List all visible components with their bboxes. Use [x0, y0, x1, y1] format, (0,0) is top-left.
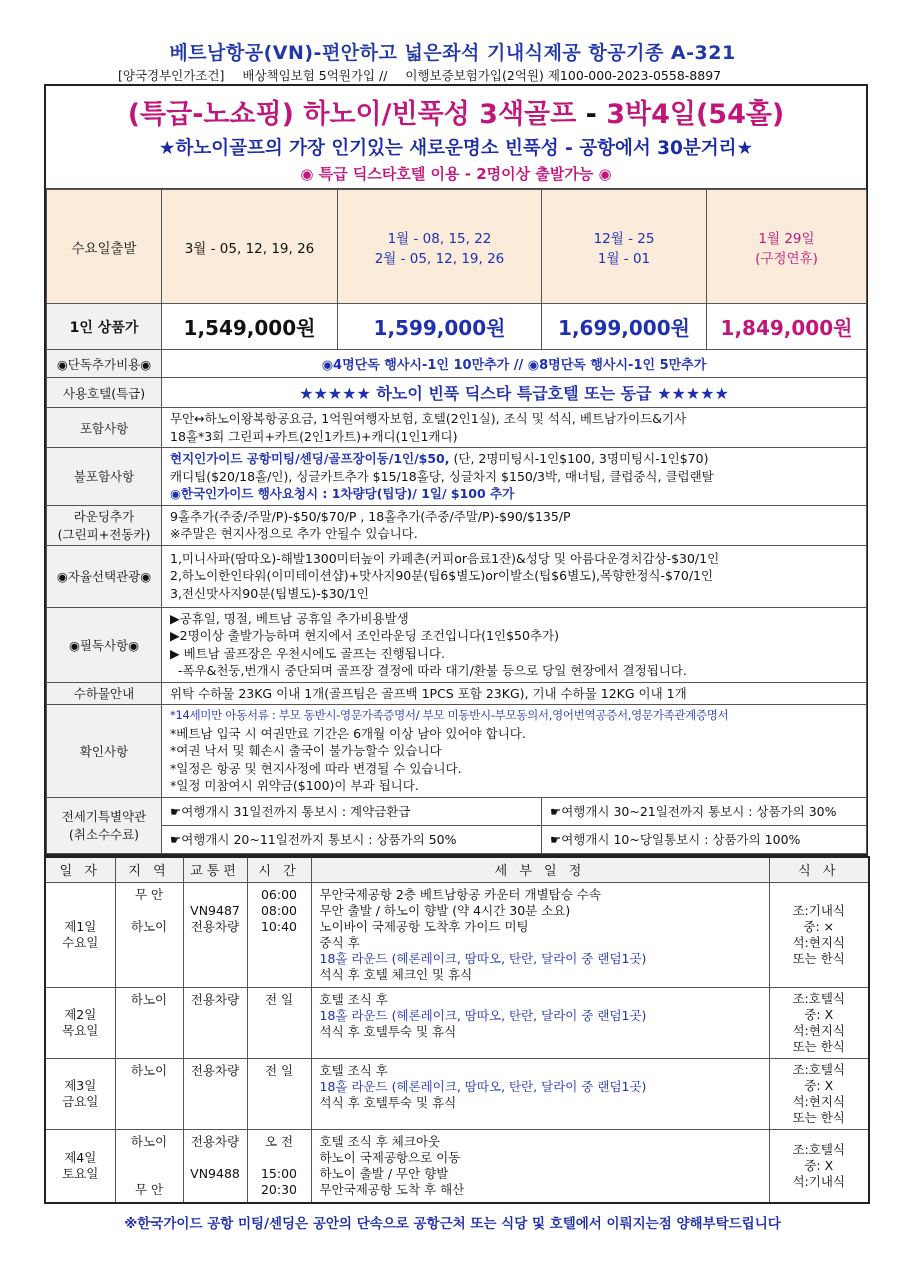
round-add-text: 9홀추가(주중/주말/P)-$50/$70/P , 18홀추가(주중/주말/P)-$90/$135/P ※주말은 현지사정으로 추가 안될수 있습니다. [162, 505, 867, 545]
footer-note: ※한국가이드 공항 미팅/센딩은 공안의 단속으로 공항근처 또는 식당 및 호텔에서 이뤄지는점 양해부탁드립니다 [124, 1216, 781, 1232]
header-meal: 식 사 [769, 857, 869, 882]
notice-label: ◉필독사항◉ [47, 607, 162, 682]
detail-cell: 무안국제공항 2층 베트남항공 카운터 개별탑승 수속 무안 출발 / 하노이 향발 (약 4시간 30분 소요) 노이바이 국제공항 도착후 가이드 미팅 중식 후 18홀 라운드 (헤론레이크, 땀따오, 탄란, 달라이 중 랜덤1곳) 석식 후 호텔 체크인 및 휴식 [311, 882, 769, 987]
time-cell: 전 일 [247, 1058, 311, 1129]
product-note: ◉ 특급 딕스타호텔 이용 - 2명이상 출발가능 ◉ [300, 165, 612, 183]
time-cell: 오 전 15:00 20:30 [247, 1129, 311, 1203]
schedule-row [45, 882, 869, 987]
region-cell: 하노이 [115, 1058, 183, 1129]
detail-cell: 호텔 조식 후 18홀 라운드 (헤론레이크, 땀따오, 탄란, 달라이 중 랜덤1곳) 석식 후 호텔투숙 및 휴식 [311, 987, 769, 1058]
departure-col-3: 12월 - 25 1월 - 01 [542, 190, 707, 304]
detail-cell: 호텔 조식 후 체크아웃 하노이 국제공항으로 이동 하노이 출발 / 무안 향발 무안국제공항 도착 후 해산 [311, 1129, 769, 1203]
baggage-text: 위탁 수하물 23KG 이내 1개(골프팀은 골프백 1PCS 포함 23KG), 기내 수하물 12KG 이내 1개 [162, 682, 867, 705]
header-detail: 세 부 일 정 [311, 857, 769, 882]
hotel-text: ★★★★★ 하노이 빈푹 딕스타 특급호텔 또는 동급 ★★★★★ [162, 378, 867, 408]
price-1: 1,549,000원 [162, 304, 338, 350]
license-line [118, 66, 818, 84]
price-row [47, 304, 867, 350]
price-4: 1,849,000원 [707, 304, 867, 350]
schedule-header [45, 857, 869, 882]
departure-row [47, 190, 867, 304]
info-grid [46, 189, 867, 854]
product-banner [46, 86, 866, 189]
single-fee-row [47, 350, 867, 378]
exclude-text: 현지인가이드 공항미팅/센딩/골프장이동/1인/$50, (단, 2명미팅시-1인$100, 3명미팅시-1인$70) 캐디팁($20/18홀/인), 싱글카트추가 $15/18홀당, 싱글차지 $150/3박, 매너팁, 클럽중식, 클럽랜탈 ◉한국인가이드 행사요청시 : 1차량당(팁당)/ 1일/ $100 추가 [162, 448, 867, 506]
transport-cell: 전용차량 [183, 987, 247, 1058]
day-cell: 제2일 목요일 [45, 987, 115, 1058]
cancel-item-1: ☛여행개시 31일전까지 통보시 : 계약금환급 [162, 797, 542, 825]
departure-col-1: 3월 - 05, 12, 19, 26 [162, 190, 338, 304]
option-tour-text: 1,미니사파(땀따오)-해발1300미터높이 카페촌(커피or음료1잔)&성당 및 아름다운경치감상-$30/1인 2,하노이한인타워(이미테이션샵)+맛사지90분(팁6$별도)or이발소(팁$6별도),목향한정식-$70/1인 3,전신맛사지90분(팁별도)-$30/1인 [162, 545, 867, 607]
detail-cell: 호텔 조식 후 18홀 라운드 (헤론레이크, 땀따오, 탄란, 달라이 중 랜덤1곳) 석식 후 호텔투숙 및 휴식 [311, 1058, 769, 1129]
transport-cell: 전용차량 [183, 1058, 247, 1129]
include-row [47, 408, 867, 448]
header-region: 지 역 [115, 857, 183, 882]
day-cell: 제4일 토요일 [45, 1129, 115, 1203]
insurance-text: 배상책임보험 5억원가입 // [242, 68, 388, 83]
transport-cell: VN9487 전용차량 [183, 882, 247, 987]
header-time: 시 간 [247, 857, 311, 882]
product-title-days: 3박4일(54홀) [606, 99, 785, 130]
product-subtitle: ★하노이골프의 가장 인기있는 새로운명소 빈푹성 - 공항에서 30분거리★ [158, 138, 754, 159]
option-tour-row [47, 545, 867, 607]
product-title-main: (특급-노쇼핑) 하노이/빈푹성 3색골프 [127, 99, 577, 130]
departure-label: 수요일출발 [47, 190, 162, 304]
time-cell: 전 일 [247, 987, 311, 1058]
departure-col-4: 1월 29일 (구정연휴) [707, 190, 867, 304]
single-fee-label: ◉단독추가비용◉ [47, 350, 162, 378]
cancel-row-2 [47, 825, 867, 853]
region-cell: 무 안 하노이 [115, 882, 183, 987]
meal-cell: 조:호텔식 중: X 석:현지식 또는 한식 [769, 987, 869, 1058]
cancel-item-3: ☛여행개시 20~11일전까지 통보시 : 상품가의 50% [162, 825, 542, 853]
cancel-item-4: ☛여행개시 10~당일통보시 : 상품가의 100% [542, 825, 867, 853]
schedule-table-wrap [44, 856, 868, 1204]
schedule-row [45, 987, 869, 1058]
confirm-row [47, 705, 867, 798]
baggage-label: 수하물안내 [47, 682, 162, 705]
product-info-table [44, 84, 868, 856]
schedule-row [45, 1129, 869, 1203]
schedule-table [44, 856, 870, 1204]
round-add-label: 라운딩추가 (그린피+전동카) [47, 505, 162, 545]
price-2: 1,599,000원 [338, 304, 542, 350]
price-3: 1,699,000원 [542, 304, 707, 350]
confirm-label: 확인사항 [47, 705, 162, 798]
header-transport: 교통편 [183, 857, 247, 882]
meal-cell: 조:기내식 중: × 석:현지식 또는 한식 [769, 882, 869, 987]
round-add-row [47, 505, 867, 545]
include-label: 포함사항 [47, 408, 162, 448]
schedule-row [45, 1058, 869, 1129]
option-tour-label: ◉자율선택관광◉ [47, 545, 162, 607]
confirm-text: *14세미만 아동서류 : 부모 동반시-영문가족증명서/ 부모 미동반시-부모동의서,영어번역공증서,영문가족관계증명서 *베트남 입국 시 여권만료 기간은 6개월 이상 남아 있어야 합니다. *여권 낙서 및 훼손시 출국이 불가능할수 있습니다 *일정은 항공 및 현지사정에 따라 변경될 수 있습니다. *일정 미참여시 위약금($100)이 부과 됩니다. [162, 705, 867, 798]
cancel-label: 전세기특별약관 (취소수수료) [47, 797, 162, 853]
exclude-label: 불포함사항 [47, 448, 162, 506]
region-cell: 하노이 [115, 987, 183, 1058]
include-text: 무안↔하노이왕복항공요금, 1억원여행자보험, 호텔(2인1실), 조식 및 석식, 베트남가이드&기사 18홀*3회 그린피+카트(2인1카트)+캐디(1인1캐디) [162, 408, 867, 448]
header-date: 일 자 [45, 857, 115, 882]
notice-text: ▶공휴일, 명절, 베트남 공휴일 추가비용발생 ▶2명이상 출발가능하며 현지에서 조인라운딩 조건입니다(1인$50추가) ▶ 베트남 골프장은 우천시에도 골프는 진행됩니다. -폭우&천둥,번개시 중단되며 골프장 결정에 따라 대기/환불 등으로 당일 현장에서 결정됩니다. [162, 607, 867, 682]
baggage-row [47, 682, 867, 705]
departure-col-2: 1월 - 08, 15, 22 2월 - 05, 12, 19, 26 [338, 190, 542, 304]
single-fee-text: ◉4명단독 행사시-1인 10만추가 // ◉8명단독 행사시-1인 5만추가 [162, 350, 867, 378]
time-cell: 06:00 08:00 10:40 [247, 882, 311, 987]
notice-row [47, 607, 867, 682]
transport-cell: 전용차량 VN9488 [183, 1129, 247, 1203]
hotel-row [47, 378, 867, 408]
meal-cell: 조:호텔식 중: X 석:현지식 또는 한식 [769, 1058, 869, 1129]
product-title-dash: - [576, 99, 607, 130]
product-title [46, 92, 866, 131]
region-cell: 하노이 무 안 [115, 1129, 183, 1203]
page-title: 베트남항공(VN)-편안하고 넓은좌석 기내식제공 항공기종 A-321 [169, 42, 736, 64]
cancel-row-1 [47, 797, 867, 825]
exclude-row [47, 448, 867, 506]
hotel-label: 사용호텔(특급) [47, 378, 162, 408]
day-cell: 제3일 금요일 [45, 1058, 115, 1129]
meal-cell: 조:호텔식 중: X 석:기내식 [769, 1129, 869, 1203]
cancel-item-2: ☛여행개시 30~21일전까지 통보시 : 상품가의 30% [542, 797, 867, 825]
price-label: 1인 상품가 [47, 304, 162, 350]
day-cell: 제1일 수요일 [45, 882, 115, 987]
guarantee-text: 이행보증보험가입(2억원) 제100-000-2023-0558-8897 [405, 68, 722, 83]
license-label: [양국경부인가조건] [118, 68, 225, 83]
